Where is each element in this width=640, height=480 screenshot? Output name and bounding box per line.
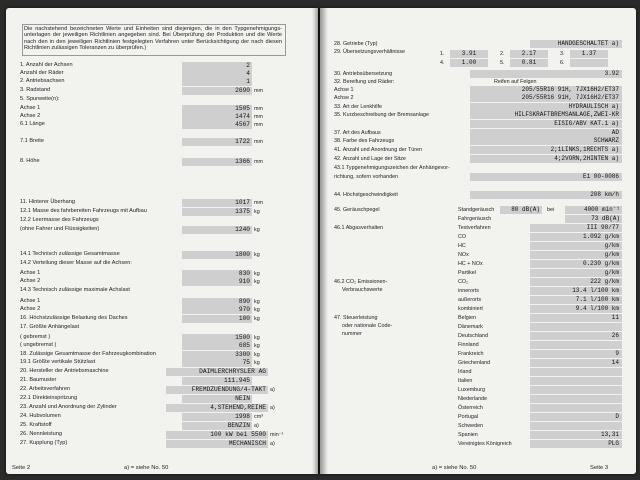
gear-type-label: 28. Getriebe (Typ) xyxy=(334,41,378,47)
spec-unit: kg xyxy=(254,271,260,277)
co2-key: außerorts xyxy=(458,297,482,303)
spec-value: HILFSKRAFTBREMSANLAGE,ZWEI-KR xyxy=(470,111,622,119)
spec-label: 27. Kupplung (Typ) xyxy=(20,440,68,446)
gear-ratios-label: 29. Übersetzungsverhältnisse xyxy=(334,49,406,55)
spec-unit: kg xyxy=(254,227,260,233)
right-page xyxy=(320,8,636,474)
gear-ratio-value: 3.91 xyxy=(450,50,488,58)
spec-label: 11. Hinterer Überhang xyxy=(20,199,75,205)
spec-value: 1500 xyxy=(182,334,252,342)
tax-country-key: Portugal xyxy=(458,414,479,420)
spec-value: 4567 xyxy=(182,121,252,129)
spec-value: 970 xyxy=(182,306,252,314)
spec-label: 44. Höchstgeschwindigkeit xyxy=(334,192,398,198)
spec-label: 22.1 Direkteinspritzung xyxy=(20,395,78,401)
emission-value: 0.230 g/km xyxy=(530,260,622,268)
spec-unit: a) xyxy=(270,441,275,447)
spec-value: 3.92 xyxy=(470,70,622,78)
footnote-left: a) = siehe No. 50 xyxy=(124,465,169,471)
spec-unit: kg xyxy=(254,299,260,305)
spec-unit: min⁻¹ xyxy=(270,432,284,438)
emission-key: HC + NOx xyxy=(458,261,483,267)
spec-unit: kg xyxy=(254,343,260,349)
spec-unit: mm xyxy=(254,159,263,165)
gear-number: 2. xyxy=(500,51,505,57)
gear-ratio-value xyxy=(570,59,608,67)
spec-unit: mm xyxy=(254,122,263,128)
tax-country-key: Deutschland xyxy=(458,333,488,339)
tax-country-value xyxy=(530,377,622,385)
spec-unit: mm xyxy=(254,106,263,112)
spec-label: 8. Höhe xyxy=(20,158,40,164)
co2-key: innerorts xyxy=(458,288,479,294)
noise-rpm: 4000 min⁻¹ xyxy=(565,206,622,214)
open-booklet xyxy=(6,8,636,476)
spec-label: Achse 2 xyxy=(20,113,41,119)
tax-country-key: Griechenland xyxy=(458,360,491,366)
tax-country-key: Vereinigtes Königreich xyxy=(458,441,512,447)
spec-label: 14.3 Technisch zulässige maximale Achslast xyxy=(20,287,130,293)
spec-value: DAIMLERCHRYSLER AG xyxy=(166,368,268,376)
emission-key: HC xyxy=(458,243,466,249)
tax-country-key: Belgien xyxy=(458,315,476,321)
spec-label: 24. Hubvolumen xyxy=(20,413,61,419)
spec-label: Achse 2 xyxy=(334,95,354,101)
spec-unit: kg xyxy=(254,307,260,313)
tax-country-value: PLG xyxy=(530,440,622,448)
spec-value: 208 km/h xyxy=(470,191,622,199)
spec-value: 2;1LINKS,1RECHTS a) xyxy=(470,146,622,154)
spec-value: 1800 xyxy=(182,251,252,259)
spec-value: NEIN xyxy=(182,395,252,403)
spec-unit: a) xyxy=(254,423,259,429)
spec-value: 205/55R16 91H, 7JX16H2/ET37 xyxy=(470,86,622,94)
tax-country-value: 11 xyxy=(530,314,622,322)
emission-key: NOx xyxy=(458,252,469,258)
gear-number: 4. xyxy=(440,60,445,66)
tax-country-value: 13,31 xyxy=(530,431,622,439)
spec-label: Achse 1 xyxy=(334,87,354,93)
spec-value: 1366 xyxy=(182,158,252,166)
tax-country-key: Spanien xyxy=(458,432,478,438)
spec-label: 3. Radstand xyxy=(20,87,51,93)
standgeraeusch-value: 80 dB(A) xyxy=(500,206,542,214)
spec-value: 1 xyxy=(182,78,252,86)
spec-unit: mm xyxy=(254,139,263,145)
spec-label: ( ungebremst ) xyxy=(20,342,57,348)
spec-label: 5. Spurweite(n): xyxy=(20,96,60,102)
emission-key: Testverfahren xyxy=(458,225,491,231)
emission-value: g/km xyxy=(530,251,622,259)
spec-label: 12.1 Masse des fahrbereiten Fahrzeugs mit Aufbau xyxy=(20,208,147,214)
spec-value: 685 xyxy=(182,342,252,350)
spec-label: 20. Hersteller der Antriebsmaschine xyxy=(20,368,109,374)
spec-label: 23. Anzahl und Anordnung der Zylinder xyxy=(20,404,117,410)
spec-label: 14.1 Technisch zulässige Gesamtmasse xyxy=(20,251,120,257)
gear-number: 3. xyxy=(560,51,565,57)
emission-key: CO xyxy=(458,234,467,240)
spec-label: Achse 1 xyxy=(20,105,41,111)
spec-label: 1. Anzahl der Achsen xyxy=(20,62,73,68)
spec-value: 1722 xyxy=(182,138,252,146)
noise-label: 45. Geräuschpegel xyxy=(334,207,380,213)
spec-label: Achse 1 xyxy=(20,298,41,304)
co2-value: 13.4 l/100 km xyxy=(530,287,622,295)
spec-value: 1505 xyxy=(182,105,252,113)
spec-unit: kg xyxy=(254,352,260,358)
spec-label: 22. Arbeitsverfahren xyxy=(20,386,71,392)
tax-country-value: 9 xyxy=(530,350,622,358)
spec-label: 14.2 Verteilung dieser Masse auf die Achsen: xyxy=(20,260,132,266)
spec-value: E1 00-0086 xyxy=(470,173,622,181)
tax-country-value xyxy=(530,404,622,412)
tax-country-key: Österreich xyxy=(458,405,483,411)
spec-value: 111.945 xyxy=(182,377,252,385)
gear-number: 5. xyxy=(500,60,505,66)
page-number-left: Seite 2 xyxy=(12,465,31,471)
gear-type-value: HANDGESCHALTET a) xyxy=(530,40,622,48)
spec-label: Anzahl der Räder xyxy=(20,70,64,76)
spec-value: Reifen auf Felgen xyxy=(494,79,537,85)
spec-label: 32. Bereifung und Räder: xyxy=(334,79,395,85)
fahrgeraeusch-label: Fahrgeräusch xyxy=(458,216,492,222)
spec-value: 1240 xyxy=(182,226,252,234)
spec-value: 2 xyxy=(182,62,252,70)
spec-label: Achse 1 xyxy=(20,270,41,276)
spec-unit: a) xyxy=(270,405,275,411)
tax-country-key: Luxemburg xyxy=(458,387,485,393)
footnote-right: a) = siehe No. 50 xyxy=(432,465,477,471)
co2-label-1: 46.2 CO₂ Emissionen- xyxy=(334,279,388,285)
spec-value: 4 xyxy=(182,70,252,78)
spec-label: 25. Kraftstoff xyxy=(20,422,52,428)
intro-text: Die nachstehend bezeichneten Werte und Einheiten sind diejenigen, die in den Typgenehmigungs-unterlagen der jeweiligen Richtlinien angegeben sind. Bei Überprüfung der Produktion und die Werte nach den in den jeweiligen Richtlinien festgelegten Verfahren unter Berücksichtigung der nach diesen Richtlinien zulässigen Toleranzen zu überprüfen.) xyxy=(24,26,282,52)
co2-key: CO₂ xyxy=(458,279,469,285)
tax-label-3: nummer xyxy=(342,331,362,337)
spec-unit: kg xyxy=(254,252,260,258)
spec-label: 30. Antriebsübersetzung xyxy=(334,71,393,77)
spec-value: 830 xyxy=(182,270,252,278)
spec-label: 41. Anzahl und Anordnung der Türen xyxy=(334,147,423,153)
tax-country-key: Niederlande xyxy=(458,396,488,402)
tax-country-value xyxy=(530,422,622,430)
co2-value: 9.4 l/100 km xyxy=(530,305,622,313)
spec-unit: mm xyxy=(254,114,263,120)
spec-value: 100 xyxy=(182,315,252,323)
emission-key: Partikel xyxy=(458,270,476,276)
standgeraeusch-label: Standgeräusch xyxy=(458,207,495,213)
tax-country-key: Italien xyxy=(458,378,473,384)
emission-value: III 98/77 xyxy=(530,224,622,232)
tax-country-value: 26 xyxy=(530,332,622,340)
tax-country-value xyxy=(530,368,622,376)
fahrgeraeusch-value: 73 dB(A) xyxy=(565,215,622,223)
spec-label: 26. Nennleistung xyxy=(20,431,62,437)
spec-unit: kg xyxy=(254,316,260,322)
tax-country-key: Dänemark xyxy=(458,324,483,330)
spec-value: 100 kW bei 5500 xyxy=(166,431,268,439)
spec-value: SCHWARZ xyxy=(470,137,622,145)
tax-country-value xyxy=(530,323,622,331)
gear-ratio-value: 1.00 xyxy=(450,59,488,67)
gear-ratio-value: 0.81 xyxy=(510,59,548,67)
emission-value: 1.092 g/km xyxy=(530,233,622,241)
emissions-label: 46.1 Abgasverhalten xyxy=(334,225,384,231)
spec-value: FREMDZUENDUNG/4-TAKT xyxy=(166,386,268,394)
spec-unit: a) xyxy=(270,387,275,393)
spec-label: 38. Farbe des Fahrzeugs xyxy=(334,138,395,144)
spec-label: 19.1 Größte vertikale Stützlast xyxy=(20,359,96,365)
spec-value: 3300 xyxy=(182,351,252,359)
gear-ratio-value: 2.17 xyxy=(510,50,548,58)
spec-value: HYDRAULISCH a) xyxy=(470,103,622,111)
spec-label: 43.1 Typgenehmigungszeichen der Anhängevor- xyxy=(334,165,450,171)
spec-unit: mm xyxy=(254,88,263,94)
spec-label: 17. Größte Anhängelast xyxy=(20,324,80,330)
spec-value: BENZIN xyxy=(182,422,252,430)
spec-value: 1998 xyxy=(182,413,252,421)
spec-value: 4,STEHEND,REIHE xyxy=(166,404,268,412)
gear-number: 6. xyxy=(560,60,565,66)
spec-label: richtung, sofern vorhanden xyxy=(334,174,399,180)
spec-unit: kg xyxy=(254,279,260,285)
gear-ratio-value: 1.37 xyxy=(570,50,608,58)
spec-label: ( gebremst ) xyxy=(20,334,51,340)
spec-label: 21. Baumuster xyxy=(20,377,57,383)
tax-country-key: Schweden xyxy=(458,423,484,429)
tax-country-value: 14 xyxy=(530,359,622,367)
tax-label-2: oder nationale Code- xyxy=(342,323,393,329)
spec-value: 4;2VORN,2HINTEN a) xyxy=(470,155,622,163)
spec-value: EISIG/ABV KAT.1 a) xyxy=(470,120,622,128)
emission-value: g/km xyxy=(530,269,622,277)
spec-value: 1375 xyxy=(182,208,252,216)
spec-unit: kg xyxy=(254,335,260,341)
co2-value: 7.1 l/100 km xyxy=(530,296,622,304)
tax-country-value xyxy=(530,341,622,349)
spec-value: 910 xyxy=(182,278,252,286)
spec-value: AD xyxy=(470,129,622,137)
spec-label: Achse 2 xyxy=(20,278,41,284)
spec-unit: mm xyxy=(254,200,263,206)
spec-value: 890 xyxy=(182,298,252,306)
co2-label-2: Verbrauchswerte xyxy=(342,287,383,293)
left-page xyxy=(6,8,318,474)
co2-value: 222 g/km xyxy=(530,278,622,286)
spec-label: 18. Zulässige Gesamtmasse der Fahrzeugkombination xyxy=(20,351,156,357)
spec-label: 7.1 Breite xyxy=(20,138,44,144)
spec-value: 1017 xyxy=(182,199,252,207)
tax-label-1: 47. Steuerleistung xyxy=(334,315,378,321)
spec-label: 16. Höchstzulässige Belastung des Daches xyxy=(20,315,128,321)
spec-label: 12.2 Leermasse des Fahrzeugs xyxy=(20,217,99,223)
page-number-right: Seite 3 xyxy=(590,465,609,471)
tax-country-value xyxy=(530,386,622,394)
spec-value: 205/55R16 91H, 7JX16H2/ET37 xyxy=(470,94,622,102)
spec-value: MECHANISCH xyxy=(166,440,268,448)
spec-label: 6.1 Länge xyxy=(20,121,45,127)
noise-bei: bei xyxy=(547,207,555,213)
spec-unit: kg xyxy=(254,209,260,215)
emission-value: g/km xyxy=(530,242,622,250)
spec-unit: cm³ xyxy=(254,414,263,420)
spec-label: 2. Antriebsachsen xyxy=(20,78,65,84)
tax-country-key: Frankreich xyxy=(458,351,484,357)
tax-country-value: D xyxy=(530,413,622,421)
co2-key: kombiniert xyxy=(458,306,483,312)
spec-value: 75 xyxy=(182,359,252,367)
spec-label: 33. Art der Lenkhilfe xyxy=(334,104,382,110)
spec-label: 35. Kurzbeschreibung der Bremsanlage xyxy=(334,112,429,118)
tax-country-key: Irland xyxy=(458,369,472,375)
spec-value: 1474 xyxy=(182,113,252,121)
tax-country-value xyxy=(530,395,622,403)
gear-number: 1. xyxy=(440,51,445,57)
spec-label: 37. Art des Aufbaus xyxy=(334,130,381,136)
spec-value: 2690 xyxy=(182,87,252,95)
spec-unit: kg xyxy=(254,360,260,366)
spec-label: (ohne Fahrer und Flüssigkeiten) xyxy=(20,226,100,232)
tax-country-key: Finnland xyxy=(458,342,479,348)
spec-label: 42. Anzahl und Lage der Sitze xyxy=(334,156,406,162)
spec-label: Achse 2 xyxy=(20,306,41,312)
